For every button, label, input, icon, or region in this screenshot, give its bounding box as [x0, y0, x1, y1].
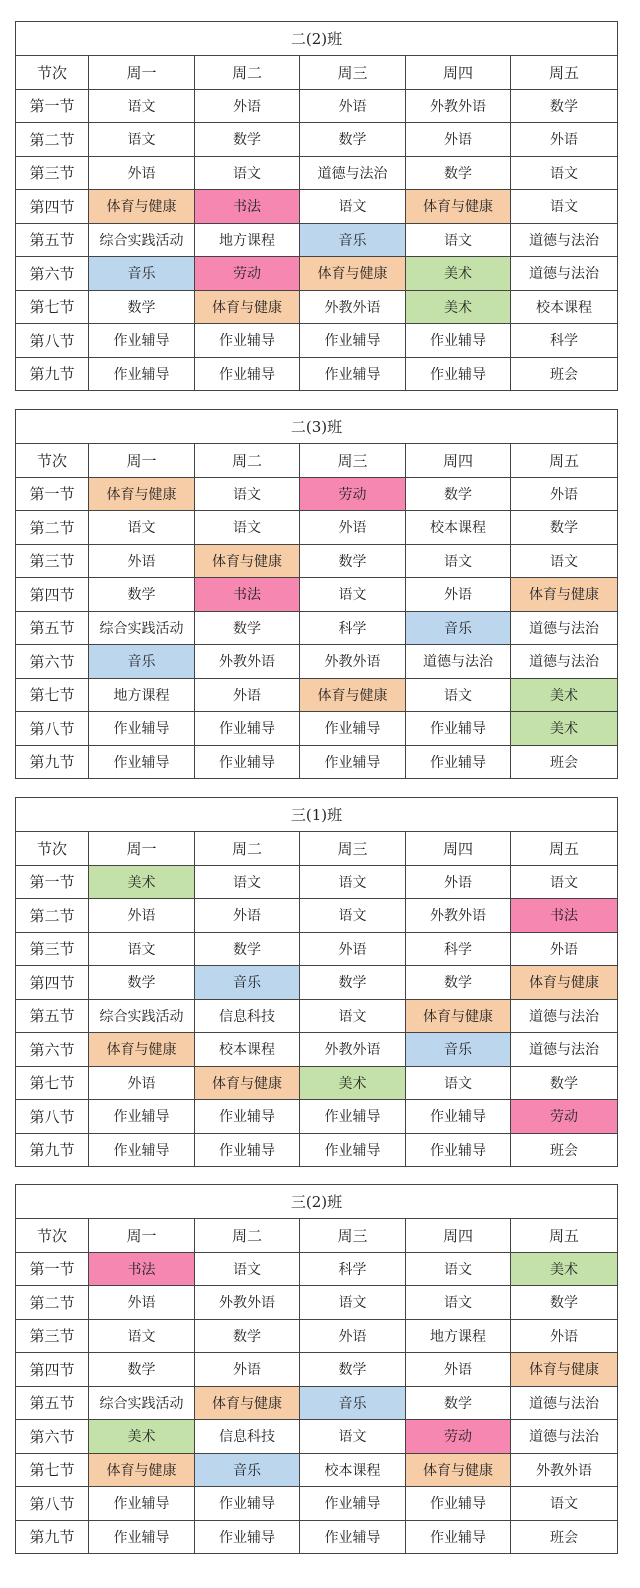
subject-cell: 外语	[406, 865, 511, 899]
subject-cell: 道德与法治	[511, 1033, 618, 1067]
subject-cell: 作业辅导	[300, 1100, 406, 1134]
subject-cell: 作业辅导	[300, 1520, 406, 1554]
subject-cell: 作业辅导	[89, 745, 195, 779]
period-row	[16, 999, 618, 1033]
period-row	[16, 1066, 618, 1100]
subject-cell: 外语	[300, 511, 406, 545]
subject-cell: 作业辅导	[195, 324, 300, 358]
class-title: 二(2)班	[16, 22, 618, 56]
day-header: 周二	[195, 444, 300, 478]
subject-cell: 音乐	[195, 966, 300, 1000]
period-row	[16, 1453, 618, 1487]
subject-cell: 音乐	[195, 1453, 300, 1487]
period-label: 第七节	[16, 1453, 89, 1487]
subject-cell: 劳动	[511, 1100, 618, 1134]
subject-cell: 外教外语	[300, 1033, 406, 1067]
subject-cell: 作业辅导	[89, 712, 195, 746]
period-label: 第七节	[16, 1066, 89, 1100]
day-header: 周一	[89, 1219, 195, 1253]
subject-cell: 作业辅导	[195, 1520, 300, 1554]
day-header: 周五	[511, 832, 618, 866]
subject-cell: 数学	[406, 477, 511, 511]
period-header: 节次	[16, 56, 89, 90]
subject-cell: 校本课程	[300, 1453, 406, 1487]
subject-cell: 数学	[511, 1286, 618, 1320]
subject-cell: 外语	[406, 578, 511, 612]
day-header: 周一	[89, 56, 195, 90]
subject-cell: 体育与健康	[300, 678, 406, 712]
subject-cell: 语文	[300, 999, 406, 1033]
period-label: 第九节	[16, 357, 89, 391]
subject-cell: 作业辅导	[406, 324, 511, 358]
period-label: 第九节	[16, 1133, 89, 1167]
subject-cell: 体育与健康	[511, 1353, 618, 1387]
subject-cell: 外教外语	[406, 89, 511, 123]
subject-cell: 音乐	[300, 1386, 406, 1420]
period-row	[16, 1520, 618, 1554]
period-label: 第三节	[16, 1319, 89, 1353]
subject-cell: 数学	[89, 578, 195, 612]
subject-cell: 语文	[89, 89, 195, 123]
subject-cell: 作业辅导	[300, 1487, 406, 1521]
subject-cell: 外语	[406, 1353, 511, 1387]
subject-cell: 道德与法治	[511, 999, 618, 1033]
period-header: 节次	[16, 832, 89, 866]
subject-cell: 数学	[89, 290, 195, 324]
class-title: 三(1)班	[16, 798, 618, 832]
period-label: 第六节	[16, 257, 89, 291]
subject-cell: 道德与法治	[406, 645, 511, 679]
class-title: 三(2)班	[16, 1185, 618, 1219]
subject-cell: 班会	[511, 1520, 618, 1554]
period-row	[16, 1133, 618, 1167]
subject-cell: 书法	[89, 1252, 195, 1286]
period-row	[16, 223, 618, 257]
subject-cell: 数学	[406, 1386, 511, 1420]
period-label: 第五节	[16, 223, 89, 257]
subject-cell: 数学	[195, 932, 300, 966]
period-label: 第五节	[16, 1386, 89, 1420]
subject-cell: 语文	[511, 1487, 618, 1521]
subject-cell: 作业辅导	[89, 357, 195, 391]
subject-cell: 体育与健康	[406, 190, 511, 224]
subject-cell: 语文	[511, 156, 618, 190]
subject-cell: 语文	[89, 1319, 195, 1353]
day-header: 周四	[406, 444, 511, 478]
subject-cell: 数学	[511, 1066, 618, 1100]
subject-cell: 音乐	[406, 611, 511, 645]
subject-cell: 数学	[511, 89, 618, 123]
period-row	[16, 156, 618, 190]
subject-cell: 道德与法治	[511, 257, 618, 291]
subject-cell: 语文	[89, 511, 195, 545]
subject-cell: 体育与健康	[511, 966, 618, 1000]
subject-cell: 作业辅导	[300, 324, 406, 358]
period-label: 第九节	[16, 1520, 89, 1554]
day-header: 周二	[195, 1219, 300, 1253]
subject-cell: 外教外语	[195, 1286, 300, 1320]
subject-cell: 外教外语	[511, 1453, 618, 1487]
subject-cell: 作业辅导	[89, 1520, 195, 1554]
subject-cell: 作业辅导	[406, 1520, 511, 1554]
subject-cell: 作业辅导	[195, 1133, 300, 1167]
subject-cell: 外教外语	[406, 899, 511, 933]
subject-cell: 综合实践活动	[89, 611, 195, 645]
period-row	[16, 899, 618, 933]
day-header: 周一	[89, 832, 195, 866]
day-header: 周二	[195, 832, 300, 866]
period-row	[16, 257, 618, 291]
period-row	[16, 1353, 618, 1387]
subject-cell: 综合实践活动	[89, 1386, 195, 1420]
subject-cell: 美术	[511, 1252, 618, 1286]
subject-cell: 书法	[195, 578, 300, 612]
subject-cell: 语文	[195, 865, 300, 899]
subject-cell: 班会	[511, 357, 618, 391]
period-label: 第二节	[16, 511, 89, 545]
subject-cell: 数学	[195, 611, 300, 645]
subject-cell: 语文	[300, 1420, 406, 1454]
subject-cell: 作业辅导	[300, 1133, 406, 1167]
subject-cell: 外语	[511, 477, 618, 511]
day-header: 周四	[406, 56, 511, 90]
day-header: 周四	[406, 1219, 511, 1253]
day-header: 周三	[300, 832, 406, 866]
subject-cell: 语文	[511, 544, 618, 578]
period-label: 第三节	[16, 156, 89, 190]
subject-cell: 语文	[89, 123, 195, 157]
subject-cell: 美术	[89, 1420, 195, 1454]
period-label: 第六节	[16, 1420, 89, 1454]
period-row	[16, 611, 618, 645]
subject-cell: 语文	[195, 477, 300, 511]
subject-cell: 体育与健康	[406, 999, 511, 1033]
period-label: 第三节	[16, 932, 89, 966]
subject-cell: 校本课程	[406, 511, 511, 545]
subject-cell: 信息科技	[195, 1420, 300, 1454]
subject-cell: 书法	[195, 190, 300, 224]
period-row	[16, 123, 618, 157]
day-header: 周二	[195, 56, 300, 90]
period-row	[16, 966, 618, 1000]
period-label: 第四节	[16, 578, 89, 612]
period-row	[16, 578, 618, 612]
subject-cell: 作业辅导	[300, 357, 406, 391]
day-header: 周四	[406, 832, 511, 866]
period-label: 第五节	[16, 611, 89, 645]
timetable-2	[15, 409, 618, 779]
day-header: 周五	[511, 444, 618, 478]
subject-cell: 语文	[511, 190, 618, 224]
subject-cell: 科学	[300, 611, 406, 645]
subject-cell: 数学	[195, 123, 300, 157]
period-row	[16, 1100, 618, 1134]
subject-cell: 劳动	[300, 477, 406, 511]
subject-cell: 数学	[300, 123, 406, 157]
subject-cell: 校本课程	[195, 1033, 300, 1067]
day-header: 周三	[300, 1219, 406, 1253]
subject-cell: 道德与法治	[511, 1386, 618, 1420]
subject-cell: 外语	[195, 89, 300, 123]
subject-cell: 作业辅导	[406, 712, 511, 746]
subject-cell: 作业辅导	[406, 357, 511, 391]
period-row	[16, 544, 618, 578]
subject-cell: 数学	[511, 511, 618, 545]
period-row	[16, 1286, 618, 1320]
subject-cell: 外语	[300, 932, 406, 966]
period-row	[16, 1386, 618, 1420]
subject-cell: 作业辅导	[89, 1100, 195, 1134]
period-row	[16, 745, 618, 779]
period-label: 第一节	[16, 477, 89, 511]
subject-cell: 体育与健康	[89, 1033, 195, 1067]
day-header: 周三	[300, 444, 406, 478]
subject-cell: 音乐	[89, 645, 195, 679]
subject-cell: 语文	[511, 865, 618, 899]
subject-cell: 数学	[300, 966, 406, 1000]
subject-cell: 综合实践活动	[89, 999, 195, 1033]
subject-cell: 外语	[511, 932, 618, 966]
period-row	[16, 324, 618, 358]
period-row	[16, 865, 618, 899]
subject-cell: 地方课程	[89, 678, 195, 712]
subject-cell: 语文	[406, 1286, 511, 1320]
day-header: 周五	[511, 1219, 618, 1253]
subject-cell: 美术	[89, 865, 195, 899]
subject-cell: 作业辅导	[89, 1487, 195, 1521]
subject-cell: 校本课程	[511, 290, 618, 324]
subject-cell: 美术	[511, 712, 618, 746]
subject-cell: 作业辅导	[406, 1487, 511, 1521]
subject-cell: 综合实践活动	[89, 223, 195, 257]
period-row	[16, 89, 618, 123]
period-row	[16, 290, 618, 324]
subject-cell: 体育与健康	[195, 544, 300, 578]
day-header: 周三	[300, 56, 406, 90]
subject-cell: 作业辅导	[406, 745, 511, 779]
period-row	[16, 477, 618, 511]
period-label: 第二节	[16, 123, 89, 157]
period-label: 第八节	[16, 1487, 89, 1521]
subject-cell: 数学	[89, 1353, 195, 1387]
subject-cell: 语文	[195, 156, 300, 190]
subject-cell: 体育与健康	[300, 257, 406, 291]
subject-cell: 美术	[406, 257, 511, 291]
period-label: 第三节	[16, 544, 89, 578]
subject-cell: 科学	[511, 324, 618, 358]
subject-cell: 作业辅导	[300, 712, 406, 746]
period-label: 第五节	[16, 999, 89, 1033]
subject-cell: 作业辅导	[406, 1100, 511, 1134]
period-header: 节次	[16, 1219, 89, 1253]
period-label: 第八节	[16, 1100, 89, 1134]
subject-cell: 道德与法治	[511, 1420, 618, 1454]
subject-cell: 外教外语	[195, 645, 300, 679]
subject-cell: 作业辅导	[89, 1133, 195, 1167]
subject-cell: 体育与健康	[89, 190, 195, 224]
subject-cell: 语文	[406, 678, 511, 712]
day-header: 周五	[511, 56, 618, 90]
subject-cell: 体育与健康	[195, 1386, 300, 1420]
period-label: 第二节	[16, 1286, 89, 1320]
subject-cell: 外语	[89, 544, 195, 578]
subject-cell: 外语	[195, 1353, 300, 1387]
subject-cell: 语文	[300, 1286, 406, 1320]
subject-cell: 体育与健康	[89, 477, 195, 511]
subject-cell: 班会	[511, 745, 618, 779]
period-label: 第七节	[16, 678, 89, 712]
subject-cell: 语文	[406, 1066, 511, 1100]
subject-cell: 外语	[195, 678, 300, 712]
timetable-3	[15, 797, 618, 1167]
period-row	[16, 511, 618, 545]
subject-cell: 语文	[300, 899, 406, 933]
period-row	[16, 678, 618, 712]
subject-cell: 语文	[406, 544, 511, 578]
period-label: 第九节	[16, 745, 89, 779]
class-title: 二(3)班	[16, 410, 618, 444]
day-header: 周一	[89, 444, 195, 478]
subject-cell: 信息科技	[195, 999, 300, 1033]
period-label: 第一节	[16, 89, 89, 123]
subject-cell: 数学	[300, 544, 406, 578]
subject-cell: 语文	[195, 1252, 300, 1286]
subject-cell: 美术	[300, 1066, 406, 1100]
subject-cell: 道德与法治	[511, 645, 618, 679]
period-label: 第八节	[16, 324, 89, 358]
period-row	[16, 190, 618, 224]
subject-cell: 作业辅导	[195, 712, 300, 746]
subject-cell: 外教外语	[300, 290, 406, 324]
subject-cell: 音乐	[300, 223, 406, 257]
subject-cell: 体育与健康	[89, 1453, 195, 1487]
subject-cell: 外语	[89, 899, 195, 933]
period-row	[16, 357, 618, 391]
subject-cell: 音乐	[406, 1033, 511, 1067]
period-label: 第六节	[16, 645, 89, 679]
subject-cell: 语文	[406, 1252, 511, 1286]
subject-cell: 外语	[89, 1066, 195, 1100]
subject-cell: 道德与法治	[300, 156, 406, 190]
subject-cell: 数学	[406, 156, 511, 190]
subject-cell: 劳动	[406, 1420, 511, 1454]
period-row	[16, 932, 618, 966]
subject-cell: 班会	[511, 1133, 618, 1167]
subject-cell: 体育与健康	[195, 290, 300, 324]
period-label: 第一节	[16, 865, 89, 899]
subject-cell: 作业辅导	[195, 1100, 300, 1134]
subject-cell: 书法	[511, 899, 618, 933]
subject-cell: 道德与法治	[511, 223, 618, 257]
subject-cell: 语文	[406, 223, 511, 257]
period-row	[16, 1033, 618, 1067]
timetable-4	[15, 1184, 618, 1554]
period-label: 第四节	[16, 966, 89, 1000]
subject-cell: 作业辅导	[195, 357, 300, 391]
subject-cell: 外语	[300, 89, 406, 123]
subject-cell: 美术	[406, 290, 511, 324]
period-header: 节次	[16, 444, 89, 478]
subject-cell: 语文	[300, 190, 406, 224]
period-row	[16, 1420, 618, 1454]
subject-cell: 数学	[89, 966, 195, 1000]
subject-cell: 道德与法治	[511, 611, 618, 645]
subject-cell: 劳动	[195, 257, 300, 291]
subject-cell: 外语	[300, 1319, 406, 1353]
subject-cell: 语文	[89, 932, 195, 966]
subject-cell: 外语	[406, 123, 511, 157]
subject-cell: 外语	[511, 123, 618, 157]
period-label: 第一节	[16, 1252, 89, 1286]
subject-cell: 数学	[406, 966, 511, 1000]
period-label: 第四节	[16, 1353, 89, 1387]
subject-cell: 音乐	[89, 257, 195, 291]
period-label: 第二节	[16, 899, 89, 933]
subject-cell: 外语	[89, 156, 195, 190]
subject-cell: 地方课程	[195, 223, 300, 257]
subject-cell: 科学	[300, 1252, 406, 1286]
subject-cell: 语文	[300, 578, 406, 612]
subject-cell: 作业辅导	[406, 1133, 511, 1167]
period-row	[16, 1487, 618, 1521]
subject-cell: 作业辅导	[300, 745, 406, 779]
subject-cell: 体育与健康	[406, 1453, 511, 1487]
subject-cell: 外语	[89, 1286, 195, 1320]
subject-cell: 外教外语	[300, 645, 406, 679]
subject-cell: 外语	[195, 899, 300, 933]
subject-cell: 体育与健康	[511, 578, 618, 612]
subject-cell: 数学	[300, 1353, 406, 1387]
subject-cell: 语文	[195, 511, 300, 545]
subject-cell: 作业辅导	[89, 324, 195, 358]
subject-cell: 美术	[511, 678, 618, 712]
period-label: 第七节	[16, 290, 89, 324]
period-row	[16, 1319, 618, 1353]
subject-cell: 作业辅导	[195, 745, 300, 779]
subject-cell: 作业辅导	[195, 1487, 300, 1521]
subject-cell: 地方课程	[406, 1319, 511, 1353]
period-label: 第四节	[16, 190, 89, 224]
subject-cell: 外语	[511, 1319, 618, 1353]
subject-cell: 体育与健康	[195, 1066, 300, 1100]
timetable-1	[15, 21, 618, 391]
period-row	[16, 712, 618, 746]
period-row	[16, 645, 618, 679]
period-label: 第六节	[16, 1033, 89, 1067]
subject-cell: 数学	[195, 1319, 300, 1353]
period-row	[16, 1252, 618, 1286]
period-label: 第八节	[16, 712, 89, 746]
subject-cell: 科学	[406, 932, 511, 966]
subject-cell: 语文	[300, 865, 406, 899]
